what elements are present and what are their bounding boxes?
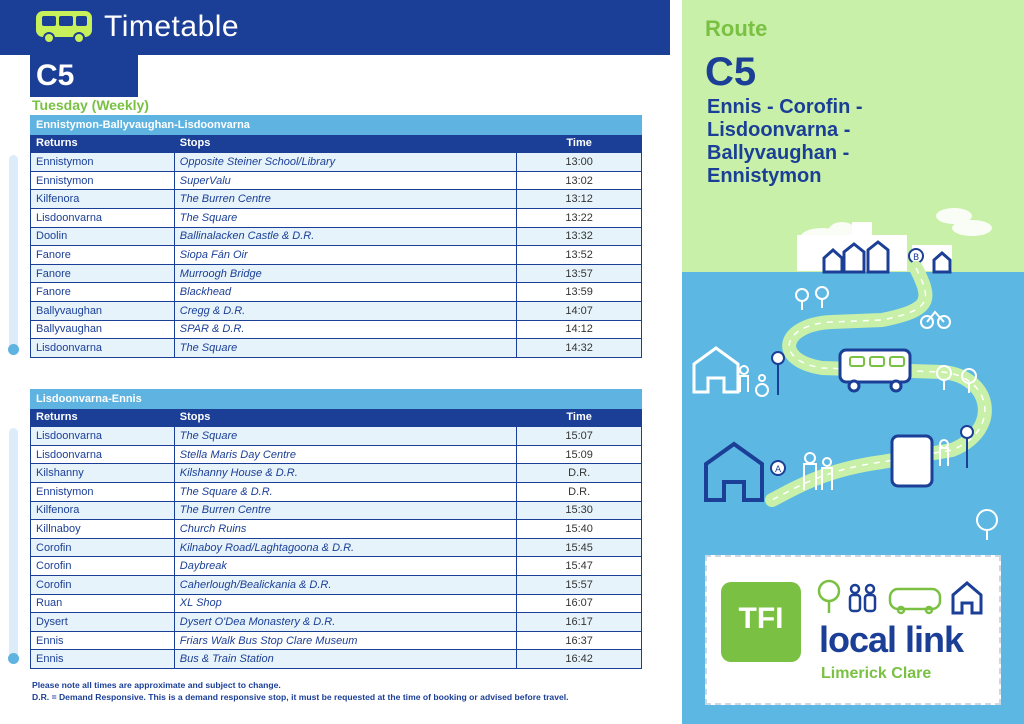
table-row (31, 594, 642, 613)
time-cell: 13:02 (517, 171, 642, 190)
tfi-text: TFI (738, 602, 784, 635)
route-chip: C5 (30, 55, 138, 97)
time-cell: 15:40 (517, 520, 642, 539)
stop-cell: Bus & Train Station (174, 650, 516, 669)
time-cell: 13:57 (517, 264, 642, 283)
table-row (31, 283, 642, 302)
logo-icons (815, 577, 995, 617)
returns-cell: Kilfenora (31, 190, 175, 209)
bus-stop-b-icon (909, 249, 923, 263)
route-desc-line: Lisdoonvarna - (707, 119, 851, 141)
returns-cell: Corofin (31, 575, 175, 594)
timetable-2 (30, 389, 642, 669)
stop-cell: Stella Maris Day Centre (174, 445, 516, 464)
table-row (31, 520, 642, 539)
table-row (31, 445, 642, 464)
time-cell: 13:59 (517, 283, 642, 302)
table-row (31, 650, 642, 669)
table-row (31, 301, 642, 320)
time-cell: 15:07 (517, 427, 642, 446)
stop-cell: Church Ruins (174, 520, 516, 539)
stop-cell: Kilnaboy Road/Laghtagoona & D.R. (174, 538, 516, 557)
time-cell: 15:09 (517, 445, 642, 464)
section-title: Lisdoonvarna-Ennis (31, 390, 642, 409)
time-cell: 14:12 (517, 320, 642, 339)
table-row (31, 190, 642, 209)
returns-header: Returns (31, 408, 175, 427)
table-row (31, 339, 642, 358)
table-row (31, 264, 642, 283)
time-cell: 15:47 (517, 557, 642, 576)
route-line-1 (9, 155, 18, 350)
table-row (31, 464, 642, 483)
returns-cell: Doolin (31, 227, 175, 246)
bus-icon (890, 589, 940, 613)
stop-cell: Opposite Steiner School/Library (174, 153, 516, 172)
time-cell: 13:32 (517, 227, 642, 246)
timetable-1 (30, 115, 642, 358)
table-row (31, 613, 642, 632)
stop-cell: Siopa Fán Oir (174, 246, 516, 265)
stop-a-icon (771, 461, 785, 475)
stop-cell: The Square (174, 208, 516, 227)
tfi-logo (721, 582, 801, 662)
time-cell: 14:32 (517, 339, 642, 358)
stop-cell: Daybreak (174, 557, 516, 576)
returns-cell: Dysert (31, 613, 175, 632)
svg-text:B: B (913, 253, 920, 263)
time-cell: D.R. (517, 482, 642, 501)
route-code: C5 (705, 50, 757, 94)
bus-front-icon (892, 436, 932, 486)
returns-cell: Ballyvaughan (31, 320, 175, 339)
home-icon (706, 444, 762, 500)
route-line-2 (9, 428, 18, 660)
cyclist-icon (921, 312, 950, 328)
stop-cell: Cregg & D.R. (174, 301, 516, 320)
returns-cell: Corofin (31, 557, 175, 576)
time-cell: 16:07 (517, 594, 642, 613)
bus-stop-icon (772, 352, 784, 395)
table-row (31, 320, 642, 339)
time-header: Time (517, 134, 642, 153)
house-icon (953, 583, 981, 613)
header-band (0, 0, 670, 55)
bus-icon (34, 9, 94, 45)
stops-header: Stops (174, 408, 516, 427)
returns-cell: Ennis (31, 631, 175, 650)
stop-cell: The Square & D.R. (174, 482, 516, 501)
people-icon (850, 585, 875, 611)
table-row (31, 631, 642, 650)
time-cell: 15:57 (517, 575, 642, 594)
time-header: Time (517, 408, 642, 427)
people-icon (740, 366, 768, 396)
table-row (31, 557, 642, 576)
section-row (31, 390, 642, 409)
stop-cell: Caherlough/Bealickania & D.R. (174, 575, 516, 594)
returns-cell: Fanore (31, 264, 175, 283)
time-cell: 15:45 (517, 538, 642, 557)
footnote-approx: Please note all times are approximate and subject to change. (32, 680, 281, 690)
stop-cell: Dysert O'Dea Monastery & D.R. (174, 613, 516, 632)
returns-cell: Fanore (31, 283, 175, 302)
header-row (31, 134, 642, 153)
house-icon (694, 348, 738, 392)
brand-name: local link (819, 619, 964, 660)
tree-icon (819, 581, 839, 613)
route-end-dot-1 (8, 344, 19, 355)
returns-cell: Ennis (31, 650, 175, 669)
time-cell: D.R. (517, 464, 642, 483)
returns-header: Returns (31, 134, 175, 153)
returns-cell: Ruan (31, 594, 175, 613)
returns-cell: Lisdoonvarna (31, 445, 175, 464)
time-cell: 13:52 (517, 246, 642, 265)
section-title: Ennistymon-Ballyvaughan-Lisdoonvarna (31, 116, 642, 135)
stop-cell: Murroogh Bridge (174, 264, 516, 283)
time-cell: 15:30 (517, 501, 642, 520)
route-end-dot-2 (8, 653, 19, 664)
header-row (31, 408, 642, 427)
stop-cell: The Burren Centre (174, 501, 516, 520)
stop-cell: Blackhead (174, 283, 516, 302)
stop-cell: SuperValu (174, 171, 516, 190)
route-label: Route (705, 16, 768, 41)
table-row (31, 153, 642, 172)
stop-cell: SPAR & D.R. (174, 320, 516, 339)
returns-cell: Ballyvaughan (31, 301, 175, 320)
returns-cell: Lisdoonvarna (31, 208, 175, 227)
time-cell: 14:07 (517, 301, 642, 320)
returns-cell: Fanore (31, 246, 175, 265)
table-row (31, 575, 642, 594)
stop-cell: The Square (174, 339, 516, 358)
table-row (31, 427, 642, 446)
local-link-logo-card (705, 555, 1001, 705)
time-cell: 13:12 (517, 190, 642, 209)
stop-cell: Ballinalacken Castle & D.R. (174, 227, 516, 246)
returns-cell: Kilshanny (31, 464, 175, 483)
time-cell: 16:37 (517, 631, 642, 650)
time-cell: 16:42 (517, 650, 642, 669)
route-desc-line: Ennistymon (707, 165, 822, 187)
svg-text:A: A (775, 465, 782, 475)
returns-cell: Killnaboy (31, 520, 175, 539)
stop-cell: Friars Walk Bus Stop Clare Museum (174, 631, 516, 650)
stop-cell: Kilshanny House & D.R. (174, 464, 516, 483)
returns-cell: Kilfenora (31, 501, 175, 520)
route-desc-line: Ballyvaughan - (707, 142, 850, 164)
returns-cell: Corofin (31, 538, 175, 557)
table-row (31, 482, 642, 501)
day-label: Tuesday (Weekly) (32, 97, 149, 113)
time-cell: 16:17 (517, 613, 642, 632)
section-row (31, 116, 642, 135)
returns-cell: Ennistymon (31, 482, 175, 501)
table-row (31, 246, 642, 265)
table-row (31, 227, 642, 246)
stops-header: Stops (174, 134, 516, 153)
route-desc-line: Ennis - Corofin - (707, 96, 863, 118)
brand-region: Limerick Clare (821, 665, 932, 682)
returns-cell: Ennistymon (31, 153, 175, 172)
stop-cell: The Square (174, 427, 516, 446)
page-title: Timetable (104, 10, 240, 43)
table-row (31, 208, 642, 227)
stop-cell: The Burren Centre (174, 190, 516, 209)
returns-cell: Lisdoonvarna (31, 427, 175, 446)
time-cell: 13:00 (517, 153, 642, 172)
time-cell: 13:22 (517, 208, 642, 227)
returns-cell: Lisdoonvarna (31, 339, 175, 358)
route-description (707, 96, 1007, 188)
footnote-dr: D.R. = Demand Responsive. This is a demand responsive stop, it must be requested at the time of booking or advised before travel. (32, 692, 569, 702)
stop-cell: XL Shop (174, 594, 516, 613)
table-row (31, 171, 642, 190)
table-row (31, 538, 642, 557)
returns-cell: Ennistymon (31, 171, 175, 190)
table-row (31, 501, 642, 520)
route-illustration (682, 200, 1024, 540)
